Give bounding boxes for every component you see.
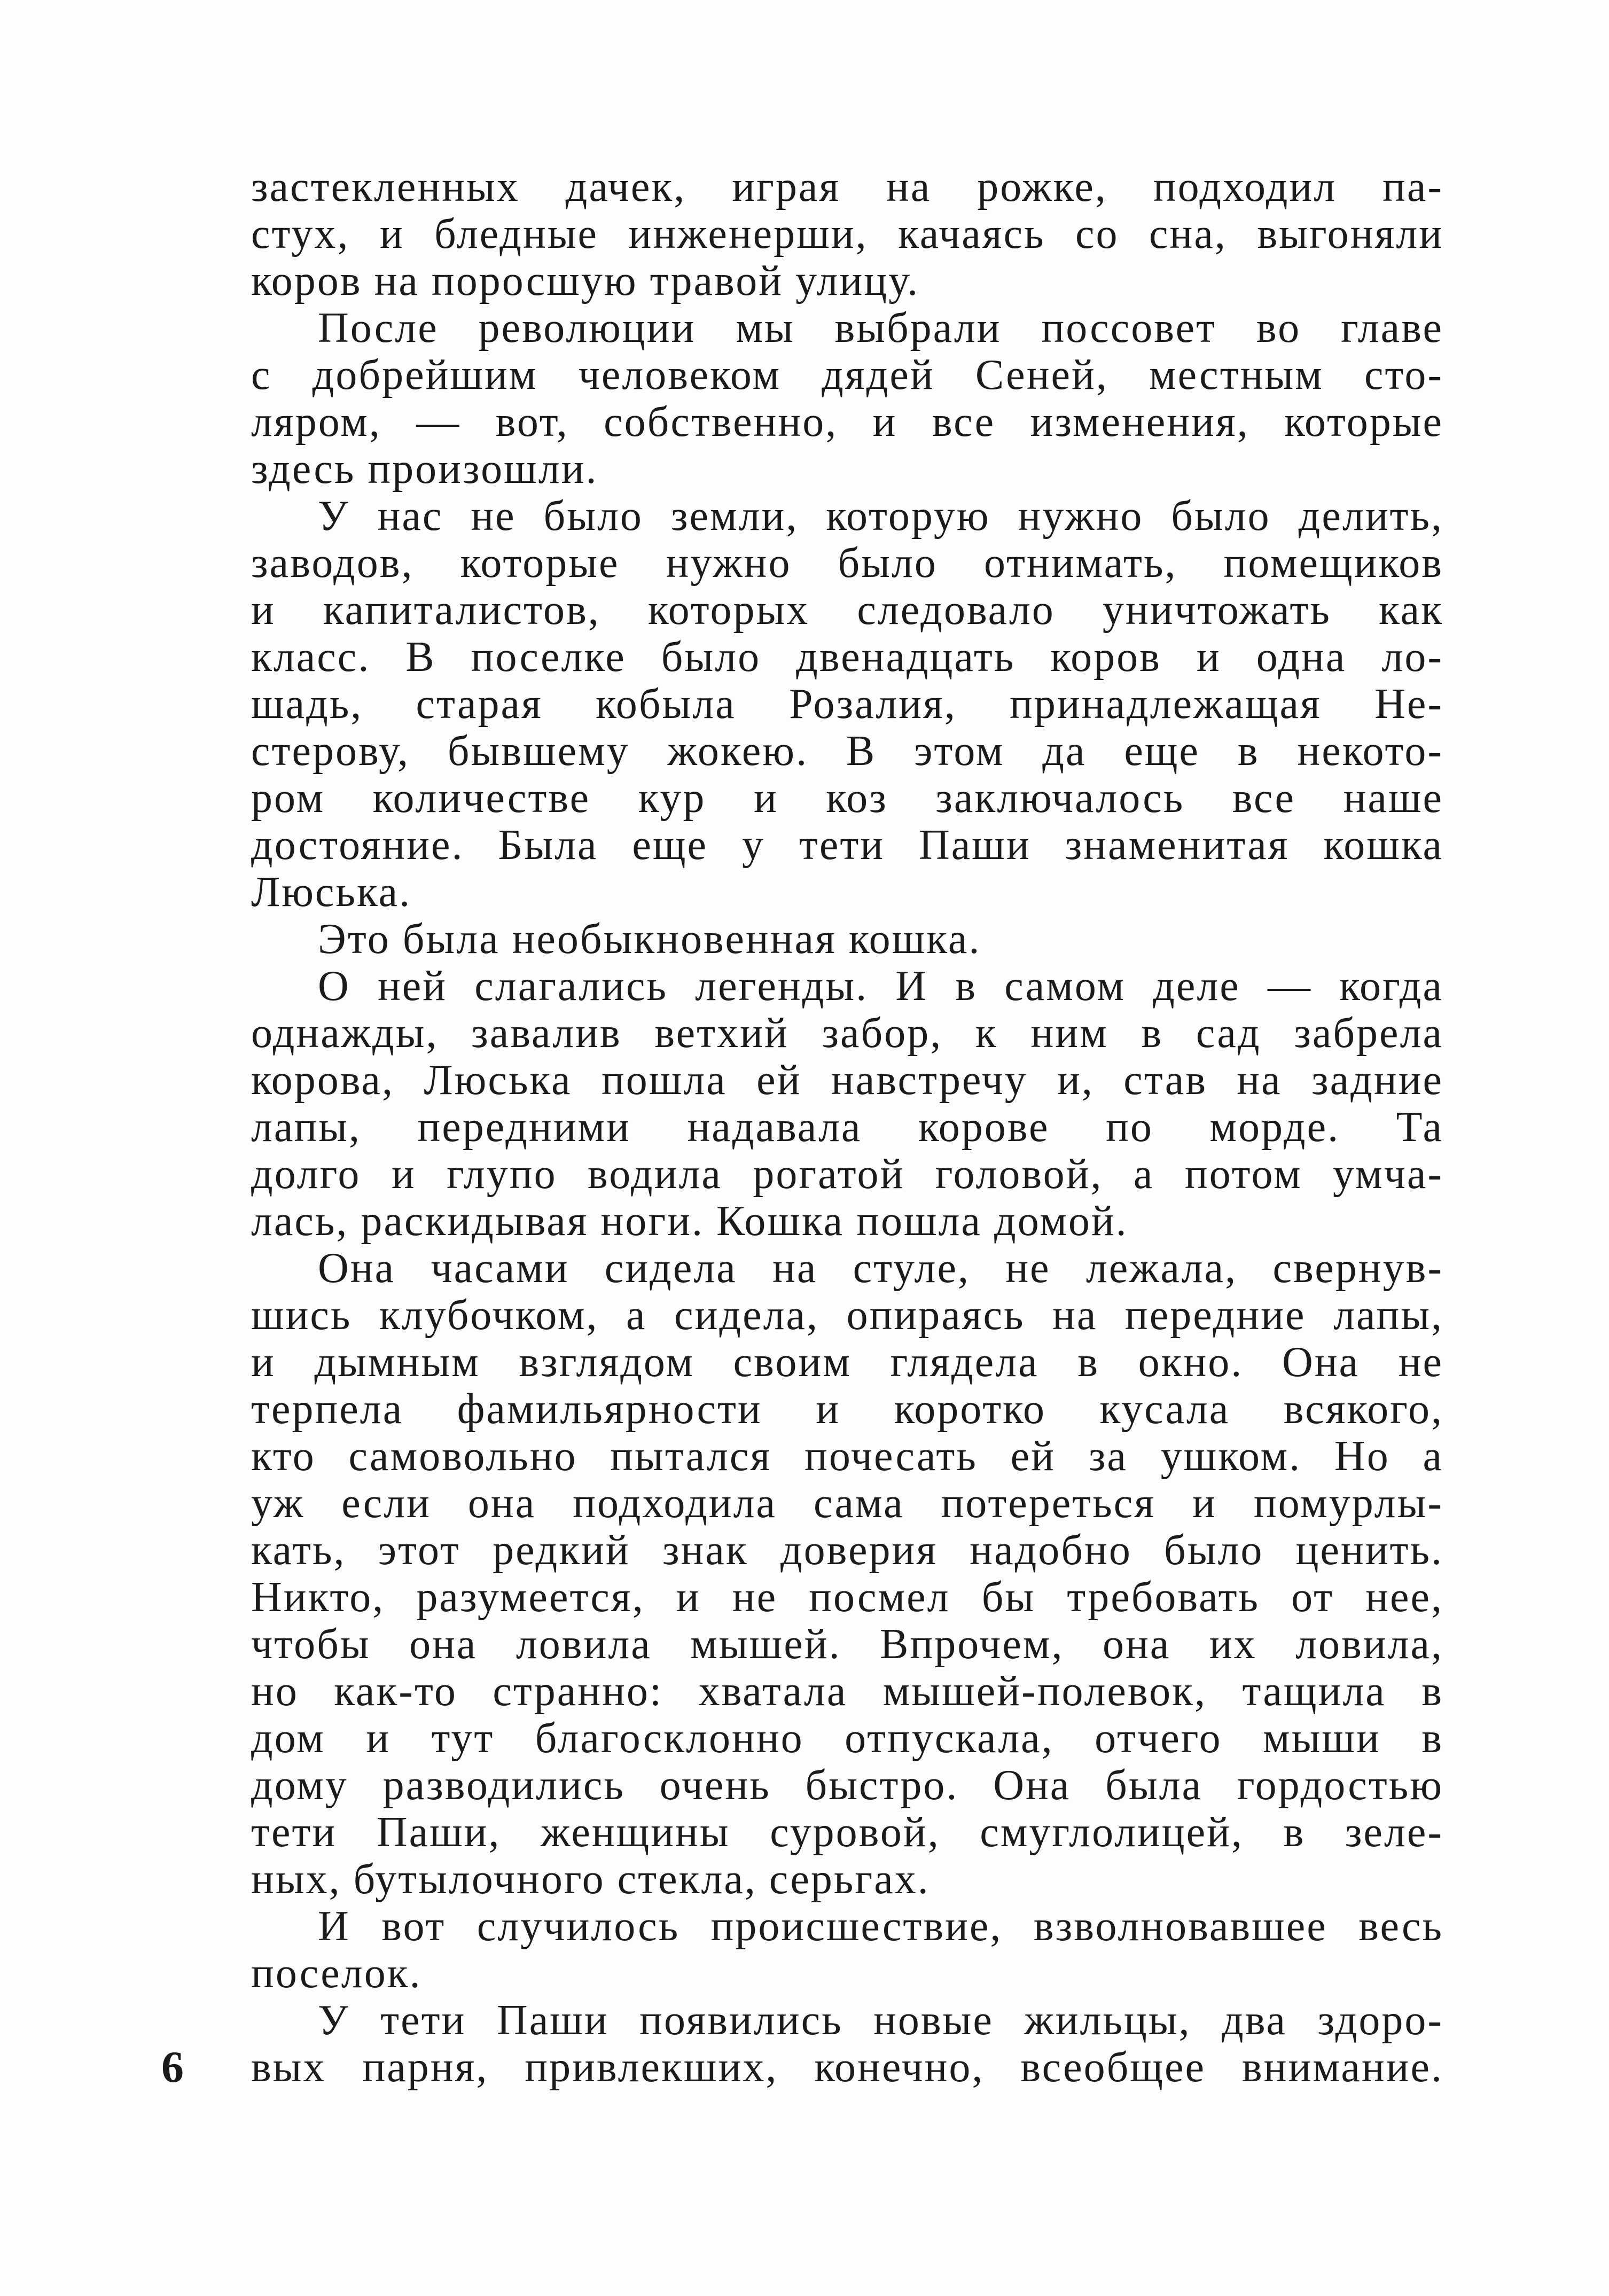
paragraph xyxy=(161,1997,1443,2092)
text-line: коров на поросшую травой улицу. xyxy=(251,257,920,304)
text-line: После революции мы выбрали поссовет во главе xyxy=(318,304,1443,352)
text-line: здесь произошли. xyxy=(251,446,598,493)
text-line: Люська. xyxy=(251,869,412,916)
text-line: ром количестве кур и коз заключалось все наше xyxy=(251,775,1443,822)
text-line: У тети Паши появились новые жильцы, два здоро- xyxy=(318,1997,1443,2044)
text-line: заводов, которые нужно было отнимать, помещиков xyxy=(251,540,1443,587)
paragraph xyxy=(251,304,1443,493)
text-line: ляром, — вот, собственно, и все изменения, которые xyxy=(251,399,1443,446)
page-number: 6 xyxy=(161,2042,184,2092)
text-line xyxy=(161,2042,1443,2092)
text-line: стух, и бледные инженерши, качаясь со сна, выгоняли xyxy=(251,210,1443,257)
text-line: чтобы она ловила мышей. Впрочем, она их ловила, xyxy=(251,1621,1443,1668)
text-line: Никто, разумеется, и не посмел бы требовать от нее, xyxy=(251,1574,1443,1621)
text-line: терпела фамильярности и коротко кусала всякого, xyxy=(251,1386,1443,1433)
paragraph xyxy=(251,963,1443,1245)
text-line: И вот случилось происшествие, взволновавшее весь xyxy=(318,1903,1443,1950)
paragraph xyxy=(251,493,1443,916)
text-line: кто самовольно пытался почесать ей за ушком. Но а xyxy=(251,1433,1443,1480)
text-line: и капиталистов, которых следовало уничтожать как xyxy=(251,587,1443,634)
text-line: Она часами сидела на стуле, не лежала, свернув- xyxy=(318,1245,1443,1292)
text-line: дому разводились очень быстро. Она была гордостью xyxy=(251,1762,1443,1809)
text-block xyxy=(161,163,1443,2092)
paragraph xyxy=(251,916,1443,963)
text-line: уж если она подходила сама потереться и помурлы- xyxy=(251,1480,1443,1527)
text-line: О ней слагались легенды. И в самом деле — когда xyxy=(318,963,1443,1010)
text-line: долго и глупо водила рогатой головой, а потом умча- xyxy=(251,1151,1443,1198)
text-line: шись клубочком, а сидела, опираясь на передние лапы, xyxy=(251,1292,1443,1339)
paragraph xyxy=(251,1245,1443,1903)
text-line: лапы, передними надавала корове по морде. Та xyxy=(251,1104,1443,1151)
text-line: застекленных дачек, играя на рожке, подходил па- xyxy=(251,163,1443,210)
text-line: но как-то странно: хватала мышей-полевок, тащила в xyxy=(251,1668,1443,1715)
text-line: кать, этот редкий знак доверия надобно было ценить. xyxy=(251,1527,1443,1574)
text-line: однажды, завалив ветхий забор, к ним в сад забрела xyxy=(251,1010,1443,1057)
text-line: и дымным взглядом своим глядела в окно. Она не xyxy=(251,1339,1443,1386)
text-line: лась, раскидывая ноги. Кошка пошла домой. xyxy=(251,1198,1128,1245)
text-line: тети Паши, женщины суровой, смуглолицей, в зеле- xyxy=(251,1809,1443,1856)
text-line: с добрейшим человеком дядей Сеней, местным сто- xyxy=(251,352,1443,399)
paragraph xyxy=(251,1903,1443,1997)
text-line: корова, Люська пошла ей навстречу и, став на задние xyxy=(251,1057,1443,1104)
text-line: Это была необыкновенная кошка. xyxy=(318,916,981,963)
text-line: поселок. xyxy=(251,1950,422,1997)
text-line: У нас не было земли, которую нужно было делить, xyxy=(318,493,1443,540)
text-line: дом и тут благосклонно отпускала, отчего мыши в xyxy=(251,1715,1443,1762)
text-line: шадь, старая кобыла Розалия, принадлежащая Не- xyxy=(251,681,1443,728)
text-line: достояние. Была еще у тети Паши знаменитая кошка xyxy=(251,822,1443,869)
text-line: ных, бутылочного стекла, серьгах. xyxy=(251,1856,930,1903)
text-line-text: вых парня, привлекших, конечно, всеобщее внимание. xyxy=(251,2044,1443,2091)
text-line: класс. В поселке было двенадцать коров и одна ло- xyxy=(251,634,1443,681)
paragraph xyxy=(251,163,1443,304)
text-line: стерову, бывшему жокею. В этом да еще в некото- xyxy=(251,728,1443,775)
